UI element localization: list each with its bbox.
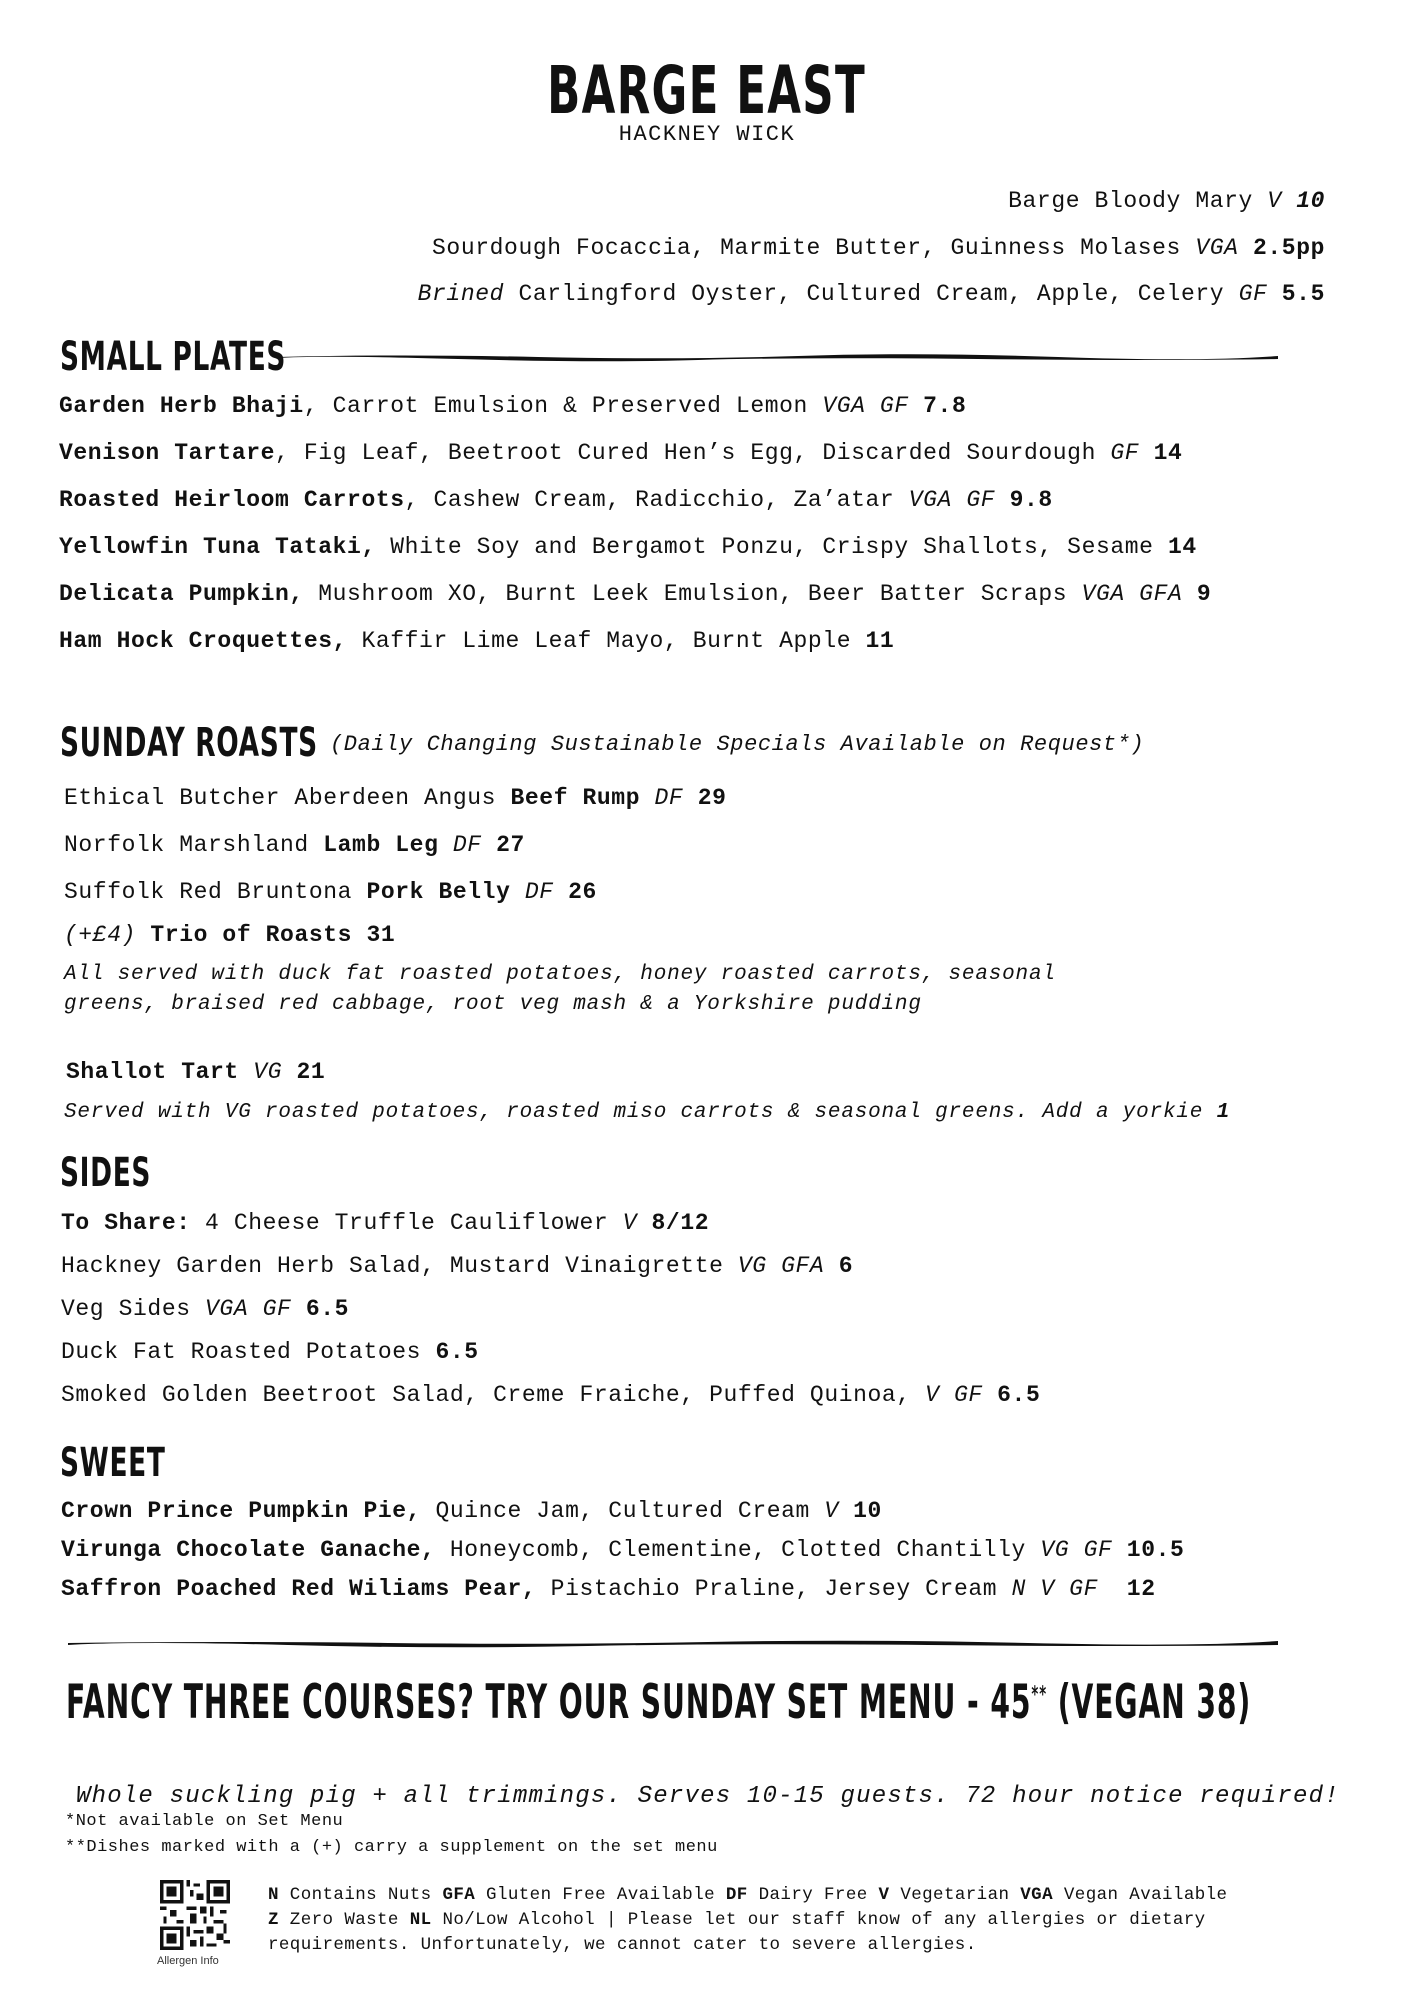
section-title-sides: SIDES	[60, 1150, 152, 1196]
brush-divider	[68, 1638, 1278, 1648]
suckling-pig-note: Whole suckling pig + all trimmings. Serves 10-15 guests. 72 hour notice required!	[76, 1783, 1340, 1810]
roast-item: Ethical Butcher Aberdeen Angus Beef Rump DF 29	[64, 785, 727, 811]
small-plate-item: Ham Hock Croquettes, Kaffir Lime Leaf Mayo, Burnt Apple 11	[59, 628, 895, 654]
restaurant-title: BARGE EAST	[547, 52, 867, 129]
starter-oyster: Brined Carlingford Oyster, Cultured Cream, Apple, Celery GF 5.5	[417, 281, 1325, 307]
shallot-tart: Shallot Tart VG 21	[66, 1059, 326, 1085]
side-item: To Share: 4 Cheese Truffle Cauliflower V 8/12	[61, 1210, 710, 1236]
roast-item: Suffolk Red Bruntona Pork Belly DF 26	[64, 879, 597, 905]
section-title-sweet: SWEET	[60, 1440, 166, 1486]
starter-bloody-mary: Barge Bloody Mary V 10	[1008, 188, 1325, 214]
side-item: Veg Sides VGA GF 6.5	[61, 1296, 350, 1322]
legend-line: N Contains Nuts GFA Gluten Free Available DF Dairy Free V Vegetarian VGA Vegan Available	[268, 1885, 1228, 1905]
legend-line: Z Zero Waste NL No/Low Alcohol | Please let our staff know of any allergies or dietary	[268, 1910, 1206, 1930]
footnote: **Dishes marked with a (+) carry a supplement on the set menu	[65, 1838, 718, 1857]
allergen-qr-code[interactable]	[160, 1880, 230, 1950]
brush-divider	[278, 352, 1278, 362]
side-item: Hackney Garden Herb Salad, Mustard Vinaigrette VG GFA 6	[61, 1253, 854, 1279]
legend-line: requirements. Unfortunately, we cannot cater to severe allergies.	[268, 1935, 977, 1955]
sweet-item: Virunga Chocolate Ganache, Honeycomb, Clementine, Clotted Chantilly VG GF 10.5	[61, 1537, 1185, 1563]
allergen-legend	[268, 1883, 1227, 1958]
footnote: *Not available on Set Menu	[65, 1812, 344, 1831]
side-item: Smoked Golden Beetroot Salad, Creme Fraiche, Puffed Quinoa, V GF 6.5	[61, 1382, 1041, 1408]
section-title-small-plates: SMALL PLATES	[60, 334, 287, 380]
section-title-sunday-roasts: SUNDAY ROASTS	[60, 720, 318, 766]
small-plate-item: Garden Herb Bhaji, Carrot Emulsion & Preserved Lemon VGA GF 7.8	[59, 393, 967, 419]
qr-label: Allergen Info	[157, 1955, 219, 1967]
shallot-tart-note: Served with VG roasted potatoes, roasted miso carrots & seasonal greens. Add a yorkie 1	[64, 1101, 1230, 1124]
restaurant-location: HACKNEY WICK	[618, 122, 796, 147]
roast-trio: (+£4) Trio of Roasts 31	[64, 922, 396, 948]
small-plate-item: Delicata Pumpkin, Mushroom XO, Burnt Leek Emulsion, Beer Batter Scraps VGA GFA 9	[59, 581, 1212, 607]
small-plate-item: Venison Tartare, Fig Leaf, Beetroot Cured Hen’s Egg, Discarded Sourdough GF 14	[59, 440, 1183, 466]
roast-item: Norfolk Marshland Lamb Leg DF 27	[64, 832, 525, 858]
set-menu-banner: FANCY THREE COURSES? TRY OUR SUNDAY SET MENU - 45** (VEGAN 38)	[66, 1675, 1252, 1730]
starter-focaccia: Sourdough Focaccia, Marmite Butter, Guinness Molases VGA 2.5pp	[432, 235, 1325, 261]
roast-served-note: All served with duck fat roasted potatoes, honey roasted carrots, seasonal greens, braised red cabbage, root veg mash & a Yorkshire pudding	[64, 963, 1056, 1016]
side-item: Duck Fat Roasted Potatoes 6.5	[61, 1339, 479, 1365]
small-plate-item: Roasted Heirloom Carrots, Cashew Cream, Radicchio, Za’atar VGA GF 9.8	[59, 487, 1053, 513]
sweet-item: Crown Prince Pumpkin Pie, Quince Jam, Cultured Cream V 10	[61, 1498, 882, 1524]
small-plate-item: Yellowfin Tuna Tataki, White Soy and Bergamot Ponzu, Crispy Shallots, Sesame 14	[59, 534, 1197, 560]
sweet-item: Saffron Poached Red Wiliams Pear, Pistachio Praline, Jersey Cream N V GF 12	[61, 1576, 1156, 1602]
sunday-roasts-subtitle: (Daily Changing Sustainable Specials Available on Request*)	[330, 732, 1145, 757]
